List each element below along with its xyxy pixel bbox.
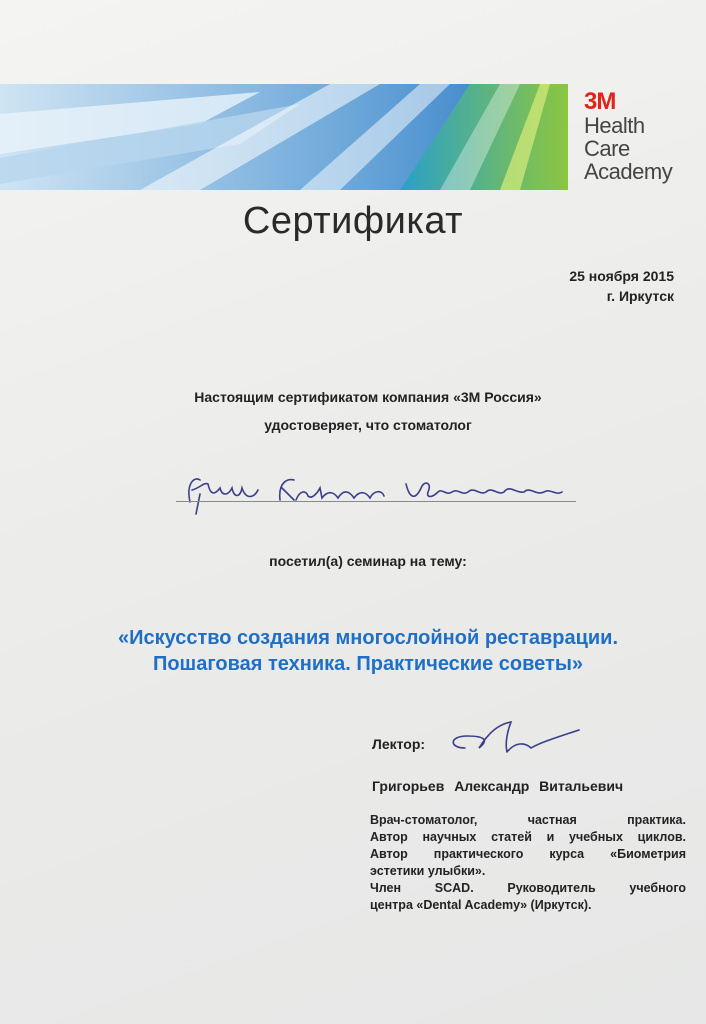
attended-text: посетил(а) семинар на тему: bbox=[269, 553, 467, 569]
3m-logo: 3M bbox=[584, 88, 616, 115]
seminar-topic bbox=[0, 625, 706, 677]
brand-line-2: Care bbox=[584, 136, 630, 161]
issue-date: 25 ноября 2015 bbox=[569, 268, 674, 284]
brand-logo bbox=[584, 90, 702, 183]
bio-line: Член SCAD. Руководитель учебного bbox=[370, 881, 686, 895]
bio-line: Автор научных статей и учебных циклов. bbox=[370, 830, 686, 844]
bio-line: эстетики улыбки». bbox=[370, 864, 486, 878]
bio-line: Врач-стоматолог, частная практика. bbox=[370, 813, 686, 827]
brand-line-3: Academy bbox=[584, 159, 673, 184]
certificate-title: Сертификат bbox=[242, 200, 464, 242]
intro-text bbox=[0, 383, 706, 439]
intro-line-1: Настоящим сертификатом компания «3М Россия» bbox=[194, 389, 542, 405]
lecturer-signature bbox=[445, 718, 585, 758]
attendee-handwritten-name bbox=[170, 470, 580, 515]
bio-line: Автор практического курса «Биометрия bbox=[370, 847, 686, 861]
brand-line-1: Health bbox=[584, 113, 645, 138]
attendee-name-underline bbox=[176, 501, 576, 502]
header-banner bbox=[0, 84, 568, 190]
bio-line: центра «Dental Academy» (Иркутск). bbox=[370, 898, 592, 912]
topic-line-2: Пошаговая техника. Практические советы» bbox=[152, 653, 584, 675]
intro-line-2: удостоверяет, что стоматолог bbox=[264, 417, 472, 433]
lecturer-bio bbox=[370, 812, 686, 914]
issue-date-block bbox=[569, 266, 674, 306]
lecturer-name: Григорьев Александр Витальевич bbox=[372, 778, 624, 794]
issue-city: г. Иркутск bbox=[606, 288, 674, 304]
topic-line-1: «Искусство создания многослойной реставрации. bbox=[117, 627, 619, 649]
lecturer-label: Лектор: bbox=[372, 736, 426, 752]
